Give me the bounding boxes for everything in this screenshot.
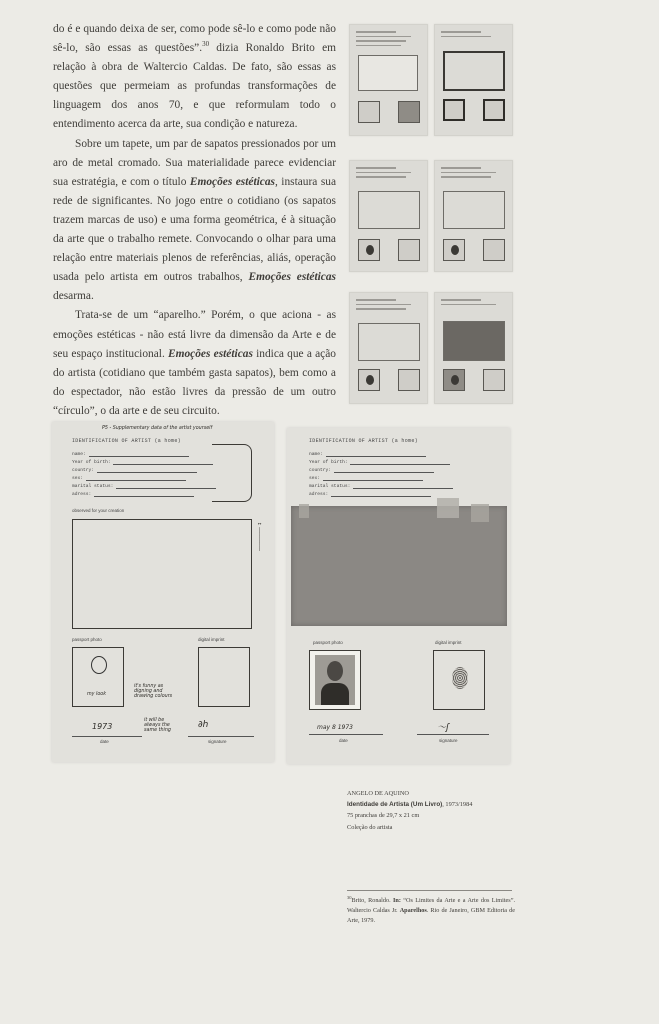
thumbnail-plate xyxy=(349,292,428,404)
photo-caption-handwriting: my look xyxy=(87,692,107,697)
artwork-caption xyxy=(347,788,472,833)
paragraph-2-text-c: desarma. xyxy=(53,290,94,303)
handwritten-signature: ∂h xyxy=(198,720,209,730)
digital-label: digital imprint xyxy=(198,637,225,642)
paragraph-2-text-a: Sobre um tapete, um par de sapatos pressionados por um aro de metal cromado. Sua materialidade parece evidenciar sua estratégia, e com o título xyxy=(53,137,336,188)
artwork-collection: Coleção do artista xyxy=(347,823,393,831)
footnote-text-a: Brito, Ronaldo. xyxy=(351,897,393,904)
footnote xyxy=(347,896,515,926)
artwork-years: , 1973/1984 xyxy=(442,801,473,809)
footnote-number: 30 xyxy=(347,894,352,900)
digital-label: digital imprint xyxy=(435,640,462,645)
paragraph-3-text-b: indica que a ação do artista (cotidiano que também gasta sapatos), bem como a do espectador, não estão livres da pressão de um outro “círculo”, o da arte e de seu circuito. xyxy=(53,347,336,417)
work-title-emphasis: Emoções estéticas xyxy=(248,271,336,284)
field-marital: marital status: xyxy=(309,484,453,489)
tape-strip xyxy=(299,504,309,518)
paragraph-3-text-a: Trata-se de um “aparelho.” Porém, o que aciona - as emoções estéticas - não está livre da dimensão da Arte e de seu espaço institucional. xyxy=(53,309,336,360)
margin-handwriting: ↕ ───────── xyxy=(256,522,261,551)
date-line xyxy=(309,734,383,735)
date-label: date xyxy=(100,739,109,744)
field-name: name: xyxy=(72,452,189,457)
handwritten-date: may 8 1973 xyxy=(317,724,353,731)
cardboard-patch xyxy=(291,506,507,626)
paragraph-2 xyxy=(53,135,336,307)
artist-identity-plate-annotated xyxy=(52,422,274,762)
artwork-title: Identidade de Artista (Um Livro) xyxy=(347,801,443,809)
field-year: Year of birth: xyxy=(72,460,213,465)
tape-strip xyxy=(437,498,459,518)
signature-label: signature xyxy=(439,738,458,743)
handwritten-note: it's funny as digning and drawing colours xyxy=(134,684,173,699)
thumbnail-plate xyxy=(434,24,513,136)
plate-header: IDENTIFICATION OF ARTIST (a home) xyxy=(309,438,418,444)
field-marital: marital status: xyxy=(72,484,216,489)
field-country: country: xyxy=(72,468,197,473)
thumbnail-plate xyxy=(434,292,513,404)
thumbnail-plate xyxy=(434,160,513,272)
passport-label: passport photo xyxy=(72,637,102,642)
footnote-ref[interactable]: 30 xyxy=(202,40,210,49)
passport-label: passport photo xyxy=(313,640,343,645)
handwritten-note: P5 - Supplementary data of the artist yourself xyxy=(102,426,213,431)
paragraph-2-text-b: , instaura sua rede de significantes. No jogo entre o cotidiano (os sapatos trazem marcas de uso) e uma forma geométrica, é à situação da arte que o trabalho remete. Convocando o olhar para uma relação entre materiais plenos de referências, aliás, operação usada pelo artista em outros trabalhos, xyxy=(53,175,337,284)
portrait-photo xyxy=(315,655,355,705)
tape-strip xyxy=(471,504,489,522)
paragraph-1 xyxy=(53,20,336,135)
field-sex: sex: xyxy=(72,476,186,481)
body-text xyxy=(53,20,336,421)
thumbnail-plate xyxy=(349,160,428,272)
digital-imprint-box xyxy=(198,647,250,707)
paragraph-3 xyxy=(53,306,336,421)
date-line xyxy=(72,736,142,737)
work-title-emphasis: Emoções estéticas xyxy=(168,347,253,360)
passport-photo-box xyxy=(309,650,361,710)
footnote-text-b: “Os Limites da Arte e a Arte dos Limites”. Waltercio Caldas Jr. xyxy=(347,897,515,914)
field-year: Year of birth: xyxy=(309,460,450,465)
handwritten-note: it will be always the same thing xyxy=(144,718,171,733)
handwritten-date: 1973 xyxy=(92,722,113,731)
paragraph-1-text-a: do é e quando deixa de ser, como pode sê-lo e como pode não sê-lo, são essas as questões”. xyxy=(53,23,336,55)
field-adress: adress: xyxy=(72,492,194,497)
signature-label: signature xyxy=(208,739,227,744)
observation-box xyxy=(72,519,252,629)
signature-line xyxy=(417,734,489,735)
fingerprint xyxy=(452,667,468,689)
field-name: name: xyxy=(309,452,426,457)
footnote-text-c: . Rio de Janeiro, GBM Editoria de Arte, 1979. xyxy=(347,907,515,924)
thumbnail-plate xyxy=(349,24,428,136)
artist-identity-plate-photo xyxy=(287,428,510,764)
work-title-emphasis: Emoções estéticas xyxy=(189,175,275,188)
paragraph-1-text-b: dizia Ronaldo Brito em relação à obra de Waltercio Caldas. De fato, são essas as questões que permeiam as profundas transformações de linguagem dos anos 70, e que reformulam todo o entendimento acerca da arte, sua condição e natureza. xyxy=(53,42,336,131)
digital-imprint-box xyxy=(433,650,485,710)
signature-line xyxy=(188,736,254,737)
handwritten-signature: 〜ʃ xyxy=(437,723,450,733)
footnote-rule xyxy=(347,890,512,891)
passport-photo-box xyxy=(72,647,124,707)
handwritten-bracket xyxy=(212,444,252,502)
field-adress: adress: xyxy=(309,492,431,497)
artwork-title-line xyxy=(347,799,472,810)
artwork-medium: 75 pranchas de 29,7 x 21 cm xyxy=(347,812,420,820)
plate-header: IDENTIFICATION OF ARTIST (a home) xyxy=(72,438,181,444)
footnote-in: In: xyxy=(392,897,401,904)
field-sex: sex: xyxy=(309,476,423,481)
observed-label: observed for your creation xyxy=(72,508,125,513)
artist-name: ANGELO DE AQUINO xyxy=(347,790,409,797)
date-label: date xyxy=(339,738,348,743)
field-country: country: xyxy=(309,468,434,473)
footnote-book-title: Aparelhos xyxy=(399,907,427,914)
